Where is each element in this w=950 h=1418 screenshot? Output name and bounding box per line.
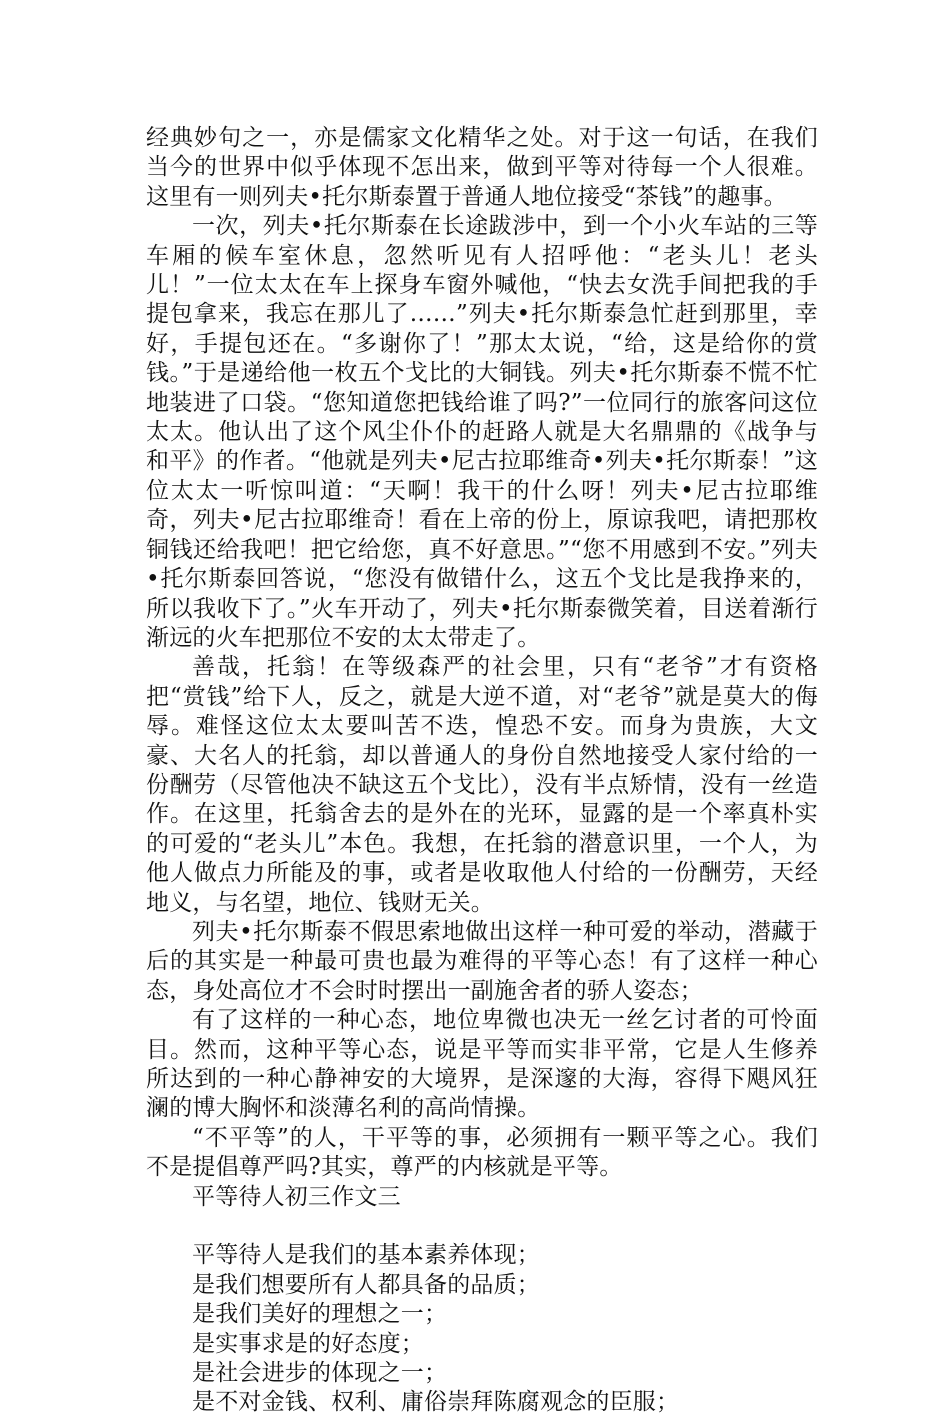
poem-line: 是我们美好的理想之一； — [192, 1301, 448, 1328]
paragraph-4: 列夫•托尔斯泰不假思索地做出这样一种可爱的举动，潜藏于后的其实是一种最可贵也最为难得的平等心态！有了这样一种心态，身处高位才不会时时摆出一副施舍者的骄人姿态； — [146, 918, 818, 1004]
paragraph-5: 有了这样的一种心态，地位卑微也决无一丝乞讨者的可怜面目。然而，这种平等心态，说是平等而实非平常，它是人生修养所达到的一种心静神安的大境界，是深邃的大海，容得下飓风狂澜的博大胸怀和淡薄名利的高尚情操。 — [146, 1007, 818, 1122]
blank-line — [146, 1212, 818, 1241]
poem-line: 是我们想要所有人都具备的品质； — [192, 1271, 540, 1298]
document-body — [146, 124, 818, 1418]
poem-line: 是实事求是的好态度； — [192, 1330, 424, 1357]
paragraph-6: “不平等”的人，干平等的事，必须拥有一颗平等之心。我们不是提倡尊严吗?其实，尊严的内核就是平等。 — [146, 1124, 818, 1181]
poem-line: 是社会进步的体现之一； — [192, 1360, 448, 1387]
poem-line: 是不对金钱、权利、庸俗崇拜陈腐观念的臣服； — [192, 1389, 680, 1416]
paragraph-1: 经典妙句之一，亦是儒家文化精华之处。对于这一句话，在我们当今的世界中似乎体现不怎出来，做到平等对待每一个人很难。这里有一则列夫•托尔斯泰置于普通人地位接受“茶钱”的趣事。 — [146, 125, 818, 210]
poem-line: 平等待人是我们的基本素养体现； — [192, 1242, 540, 1269]
paragraph-3: 善哉，托翁！在等级森严的社会里，只有“老爷”才有资格把“赏钱”给下人，反之，就是大逆不道，对“老爷”就是莫大的侮辱。难怪这位太太要叫苦不迭，惶恐不安。而身为贵族，大文豪、大名人的托翁，却以普通人的身份自然地接受人家付给的一份酬劳（尽管他决不缺这五个戈比），没有半点矫情，没有一丝造作。在这里，托翁舍去的是外在的光环，显露的是一个率真朴实的可爱的“老头儿”本色。我想，在托翁的潜意识里，一个人，为他人做点力所能及的事，或者是收取他人付给的一份酬劳，天经地义，与名望，地位、钱财无关。 — [146, 654, 818, 916]
section-heading: 平等待人初三作文三 — [192, 1183, 401, 1210]
paragraph-2: 一次，列夫•托尔斯泰在长途跋涉中，到一个小火车站的三等车厢的候车室休息，忽然听见有人招呼他：“老头儿！老头儿！”一位太太在车上探身车窗外喊他，“快去女洗手间把我的手提包拿来，我忘在那儿了……”列夫•托尔斯泰急忙赶到那里，幸好，手提包还在。“多谢你了！”那太太说，“给，这是给你的赏钱。”于是递给他一枚五个戈比的大铜钱。列夫•托尔斯泰不慌不忙地装进了口袋。“您知道您把钱给谁了吗?”一位同行的旅客问这位太太。他认出了这个风尘仆仆的赶路人就是大名鼎鼎的《战争与和平》的作者。“他就是列夫•尼古拉耶维奇•列夫•托尔斯泰！”这位太太一听惊叫道：“天啊！我干的什么呀！列夫•尼古拉耶维奇，列夫•尼古拉耶维奇！看在上帝的份上，原谅我吧，请把那枚铜钱还给我吧！把它给您，真不好意思。”“您不用感到不安。”列夫•托尔斯泰回答说，“您没有做错什么，这五个戈比是我挣来的，所以我收下了。”火车开动了，列夫•托尔斯泰微笑着，目送着渐行渐远的火车把那位不安的太太带走了。 — [146, 213, 818, 651]
